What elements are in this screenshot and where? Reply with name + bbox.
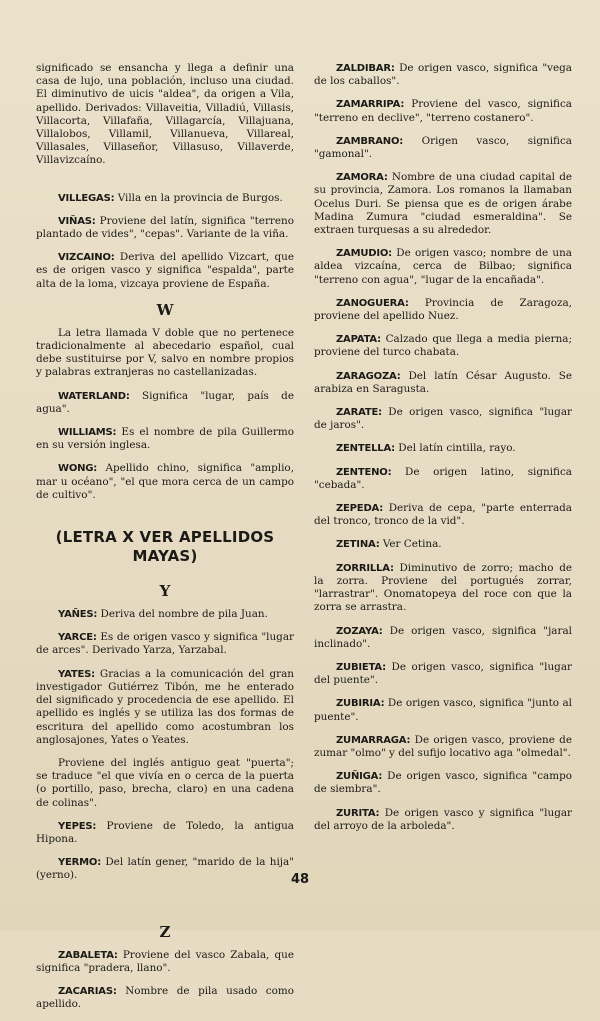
dictionary-entry bbox=[314, 247, 572, 287]
dictionary-entry bbox=[314, 406, 572, 432]
entry-text: Proviene de Toledo, la antigua Hipona. bbox=[36, 819, 294, 845]
entry-text: Es el nombre de pila Guillermo en su versión inglesa. bbox=[36, 426, 294, 452]
entry-term: ZORRILLA: bbox=[336, 562, 394, 574]
entry-text: Diminutivo de zorro; macho de la zorra. Proviene del portugués zorrar, "larrastrar". Onomatopeya del roce con que la zorra se arrastra. bbox=[314, 561, 572, 614]
entry-term: ZOZAYA: bbox=[336, 625, 383, 637]
dictionary-entry bbox=[314, 62, 572, 88]
entry-text: Proviene del vasco, significa "terreno en declive", "terreno costanero". bbox=[314, 98, 572, 124]
page-number: 48 bbox=[290, 872, 310, 887]
entry-text: Del latín cintilla, rayo. bbox=[398, 442, 516, 455]
entry-text: Del latín gener, "marido de la hija" (yerno). bbox=[36, 856, 294, 882]
entry-vizcaino bbox=[36, 251, 294, 291]
entry-zabaleta bbox=[36, 949, 294, 975]
entry-term: ZAMBRANO: bbox=[336, 135, 404, 147]
entry-term: YERMO: bbox=[58, 857, 102, 869]
entry-term: ZAMORA: bbox=[336, 172, 388, 184]
entry-text: Calzado que llega a media pierna; proviene del turco chabata. bbox=[314, 333, 572, 359]
dictionary-entry bbox=[314, 466, 572, 492]
dictionary-entry bbox=[314, 333, 572, 359]
entry-text: De origen vasco, significa "lugar de jaros". bbox=[314, 406, 572, 432]
entry-text: De origen vasco, significa "jaral inclinado". bbox=[314, 624, 572, 650]
entry-term: ZAMUDIO: bbox=[336, 248, 392, 260]
dictionary-entry bbox=[314, 171, 572, 237]
entry-wong bbox=[36, 462, 294, 502]
dictionary-entry bbox=[314, 770, 572, 796]
dictionary-entry bbox=[314, 538, 572, 551]
entry-term: ZANOGUERA: bbox=[336, 297, 409, 309]
entry-text: De origen vasco; nombre de una aldea vizcaína, cerca de Bilbao; significa "terreno con agua", "lugar de la encañada". bbox=[314, 247, 572, 286]
entry-text: De origen vasco, significa "lugar del puente". bbox=[314, 660, 572, 687]
entry-term: ZEPEDA: bbox=[336, 503, 384, 515]
entry-text: Deriva del apellido Vizcart, que es de origen vasco y significa "espalda", parte alta de la loma, vizcaya proviene de España. bbox=[36, 251, 294, 290]
entry-text: De origen vasco, significa "vega de los caballos". bbox=[314, 62, 572, 88]
entry-text: De origen latino, significa "cebada". bbox=[314, 465, 572, 491]
entry-term: ZURITA: bbox=[336, 807, 380, 819]
entry-term: ZENTELLA: bbox=[336, 443, 395, 455]
right-column bbox=[314, 62, 572, 843]
letter-heading-y: Y bbox=[159, 582, 171, 601]
entry-term: ZUÑIGA: bbox=[336, 771, 383, 783]
entry-term: VIZCAINO: bbox=[58, 252, 115, 264]
dictionary-entry bbox=[314, 297, 572, 323]
entry-williams bbox=[36, 426, 294, 452]
entry-text: De origen vasco, significa "campo de siembra". bbox=[314, 770, 572, 796]
entry-zacarias bbox=[36, 985, 294, 1011]
section-heading-letra-x: (LETRA X VER APELLIDOS MAYAS) bbox=[55, 528, 275, 566]
dictionary-entry bbox=[314, 625, 572, 651]
entry-term: ZAMARRIPA: bbox=[336, 99, 405, 111]
entry-term: WATERLAND: bbox=[58, 390, 130, 402]
entry-text: Proviene del vasco Zabala, que significa "pradera, llano". bbox=[36, 948, 294, 974]
entry-term: WILLIAMS: bbox=[58, 427, 117, 439]
entry-text: Nombre de una ciudad capital de su provincia, Zamora. Los romanos la llamaban Ocelus Duri. Se piensa que es de origen árabe Madina Zumura "ciudad esmeraldina". Se extraen turquesas a su alrededor. bbox=[314, 171, 572, 237]
letter-heading-w: W bbox=[156, 300, 174, 319]
entry-text: De origen vasco y significa "lugar del arroyo de la arboleda". bbox=[314, 806, 573, 832]
entry-yanes bbox=[36, 608, 294, 621]
entry-text: Provincia de Zaragoza, proviene del apellido Nuez. bbox=[314, 296, 572, 323]
continued-paragraph: significado se ensancha y llega a definir una casa de lujo, una población, incluso una ciudad. El diminutivo de uicis "aldea", da origen a Vila, apellido. Derivados: Villaveitia, Villadiú, Villasis, Villacorta, Villafaña, Villagarcía, Villajuana, Villalobos, Villamil, Villanueva, Villareal, Villasales, Villaseñor, Villasuso, Villaverde, Villavizcaíno. bbox=[36, 62, 294, 167]
dictionary-entry bbox=[314, 697, 572, 723]
entry-text: Deriva de cepa, "parte enterrada del tronco, tronco de la vid". bbox=[314, 502, 572, 528]
dictionary-entry bbox=[314, 370, 572, 396]
entry-term: ZUMARRAGA: bbox=[336, 734, 411, 746]
v-entries bbox=[36, 192, 294, 291]
letter-heading-z: Z bbox=[159, 922, 171, 941]
entry-text: De origen vasco, proviene de zumar "olmo" y del sufijo locativo aga "olmedal". bbox=[314, 733, 572, 759]
entry-term: ZUBIETA: bbox=[336, 661, 386, 673]
entry-term: ZARAGOZA: bbox=[336, 370, 401, 382]
entry-term: ZETINA: bbox=[336, 539, 380, 551]
entry-term: VILLEGAS: bbox=[58, 192, 115, 204]
entry-text: Gracias a la comunicación del gran investigador Gutiérrez Tibón, me he enterado del significado y procedencia de ese apellido. El apellido es inglés y se utiliza las dos formas de escritura del apellido como acostumbran los anglosajones, Yates o Yeates. bbox=[36, 667, 294, 746]
dictionary-entry bbox=[314, 661, 572, 687]
entry-text: Apellido chino, significa "amplio, mar u océano", "el que mora cerca de un campo de cultivo". bbox=[36, 462, 294, 501]
entry-text: De origen vasco, significa "junto al puente". bbox=[314, 697, 572, 723]
dictionary-entry bbox=[314, 442, 572, 455]
entry-term: ZABALETA: bbox=[58, 949, 118, 961]
entry-villegas bbox=[36, 192, 294, 205]
entry-term: YAÑES: bbox=[58, 609, 98, 621]
dictionary-entry bbox=[314, 562, 572, 615]
entry-text: Del latín César Augusto. Se arabiza en Saragusta. bbox=[314, 369, 572, 395]
entry-term: ZAPATA: bbox=[336, 334, 381, 346]
entry-term: VIÑAS: bbox=[58, 215, 96, 227]
dictionary-entry bbox=[314, 135, 572, 161]
entry-text: Villa en la provincia de Burgos. bbox=[117, 191, 283, 204]
w-intro-paragraph: La letra llamada V doble que no pertenece tradicionalmente al abecedario español, cual debe sustituirse por V, salvo en nombre propios y palabras extranjeras no castellanizadas. bbox=[36, 326, 294, 379]
dictionary-entry bbox=[314, 734, 572, 760]
entry-text: Proviene del latín, significa "terreno plantado de vides", "cepas". Variante de la viña. bbox=[36, 214, 294, 241]
entry-term: YATES: bbox=[58, 668, 95, 680]
entry-term: ZARATE: bbox=[336, 407, 382, 419]
entry-term: YARCE: bbox=[58, 632, 97, 644]
entry-term: ZENTENO: bbox=[336, 466, 392, 478]
dictionary-entry bbox=[314, 807, 572, 833]
entry-vinas bbox=[36, 215, 294, 241]
entry-yarce bbox=[36, 631, 294, 657]
entry-term: ZALDIBAR: bbox=[336, 63, 395, 74]
dictionary-entry bbox=[314, 502, 572, 528]
entry-waterland bbox=[36, 390, 294, 416]
entry-term: ZUBIRIA: bbox=[336, 698, 385, 710]
entry-term: YEPES: bbox=[58, 820, 97, 832]
entry-term: ZACARIAS: bbox=[58, 985, 117, 997]
entry-text: Ver Cetina. bbox=[382, 538, 442, 551]
entry-text: Nombre de pila usado como apellido. bbox=[36, 984, 294, 1011]
entry-text: Deriva del nombre de pila Juan. bbox=[100, 608, 268, 621]
dictionary-entry bbox=[314, 98, 572, 124]
entry-term: WONG: bbox=[58, 463, 98, 475]
yates-continued-paragraph: Proviene del inglés antiguo geat "puerta"; se traduce "el que vivía en o cerca de la puerta (o portillo, paso, brecha, claro) en una cadena de colinas". bbox=[36, 756, 294, 809]
entry-text: Origen vasco, significa "gamonal". bbox=[314, 134, 572, 161]
entry-text: Significa "lugar, país de agua". bbox=[36, 389, 294, 415]
entry-yepes bbox=[36, 820, 294, 846]
entry-yates bbox=[36, 668, 294, 747]
entry-text: Es de origen vasco y significa "lugar de arces". Derivado Yarza, Yarzabal. bbox=[36, 631, 294, 657]
